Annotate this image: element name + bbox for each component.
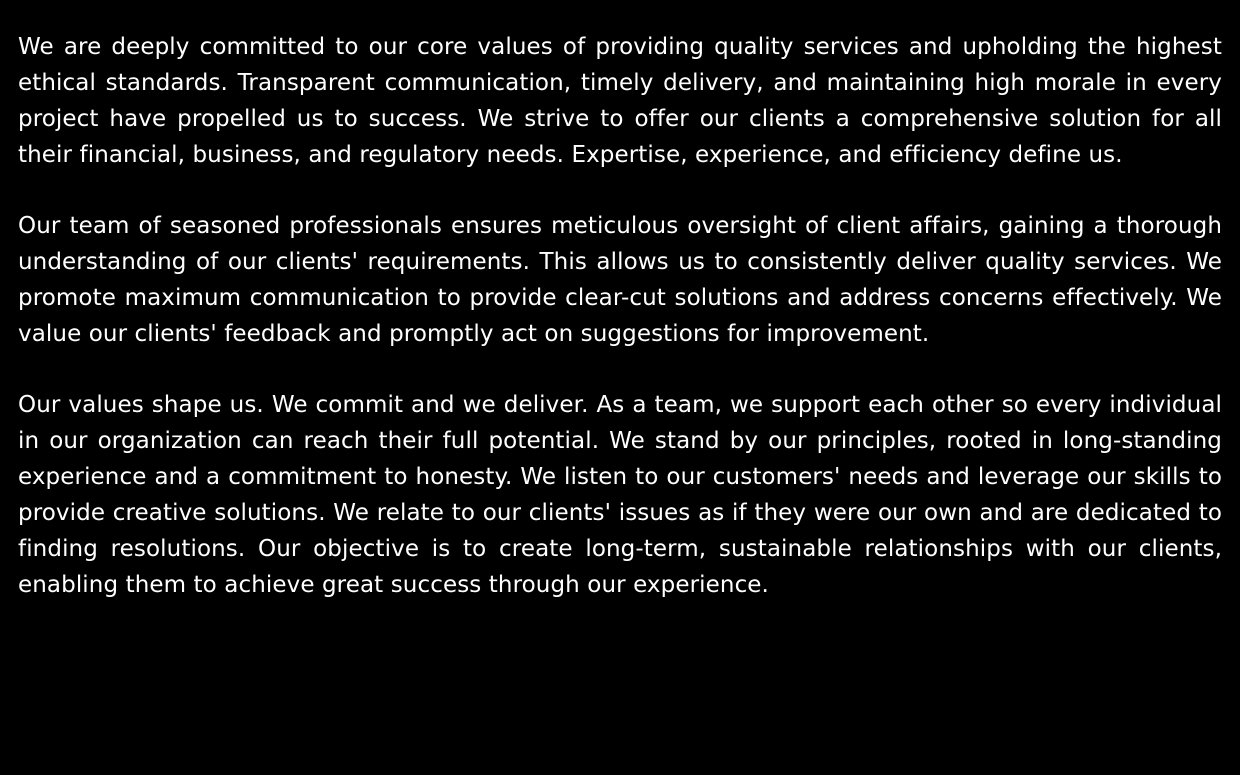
paragraph-values-shape-us: Our values shape us. We commit and we deliver. As a team, we support each other so every individual in our organization can reach their full potential. We stand by our principles, rooted in long-standing experience and a commitment to honesty. We listen to our customers' needs and leverage our skills to provide creative solutions. We relate to our clients' issues as if they were our own and are dedicated to finding resolutions. Our objective is to create long-term, sustainable relationships with our clients, enabling them to achieve great success through our experience. — [18, 392, 1222, 598]
paragraph-team: Our team of seasoned professionals ensures meticulous oversight of client affairs, gaining a thorough understanding of our clients' requirements. This allows us to consistently deliver quality services. We promote maximum communication to provide clear-cut solutions and address concerns effectively. We value our clients' feedback and promptly act on suggestions for improvement. — [18, 213, 1222, 347]
document-body — [18, 29, 1222, 603]
paragraph-core-values: We are deeply committed to our core values of providing quality services and upholding the highest ethical standards. Transparent communication, timely delivery, and maintaining high morale in every project have propelled us to success. We strive to offer our clients a comprehensive solution for all their financial, business, and regulatory needs. Expertise, experience, and efficiency define us. — [18, 34, 1222, 168]
